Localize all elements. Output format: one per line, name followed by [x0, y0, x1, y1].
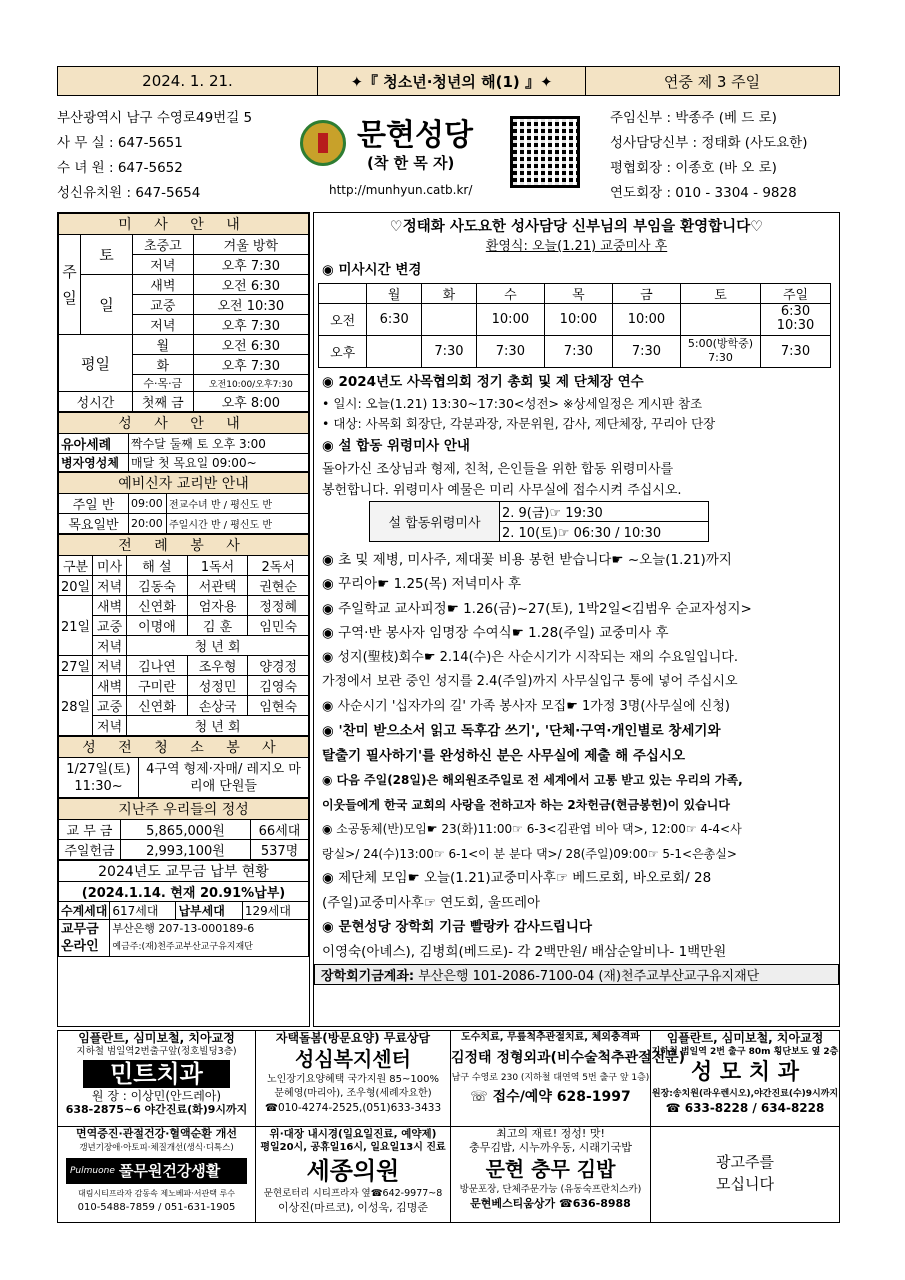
cell: 김동숙	[127, 576, 188, 596]
contact-info	[57, 106, 252, 206]
cell: 임민숙	[248, 616, 309, 636]
cell: 1독서	[187, 556, 248, 576]
cell: 10:00	[476, 303, 544, 335]
offering-summary	[58, 798, 309, 860]
meeting-target: • 대상: 사목회 회장단, 각분과장, 자문위원, 감사, 제단체장, 꾸리아 단장	[322, 416, 716, 431]
cell: 미사	[93, 556, 127, 576]
cell: 겨울 방학	[193, 235, 308, 255]
cell: 양경정	[248, 656, 309, 676]
cell: 월	[367, 283, 422, 303]
cell: 화	[422, 283, 477, 303]
cell: 129세대	[242, 902, 308, 920]
cell: 주일시간 반 / 평신도 반	[167, 514, 309, 534]
parish-subtitle: (착 한 목 자)	[367, 154, 455, 172]
ad-line: 대림시티프라자 감동속 제노베파·서관택 루수	[77, 1189, 235, 1198]
cell: 저녁	[133, 255, 194, 275]
kinder-phone: 성신유치원 : 647-5654	[57, 185, 201, 201]
cell: 짝수달 둘째 토 오후 3:00	[129, 434, 309, 454]
cell: 09:00	[129, 494, 167, 514]
cell: 권현순	[248, 576, 309, 596]
notice-stations: ◉ 사순시기 '십자가의 길' 가족 봉사자 모집☛ 1가정 3명(사무실에 신청)	[322, 698, 730, 714]
qr-code-icon[interactable]	[510, 116, 580, 188]
notice-reading-2: 탈출기 필사하기'를 완성하신 분은 사무실에 제출 해 주십시오	[322, 747, 686, 764]
ad-line: 지하철 범일역2번출구앞(정호빌딩3층)	[76, 1046, 237, 1057]
cell: 새벽	[133, 275, 194, 295]
yeondo-president: 연도회장 : 010 - 3304 - 9828	[610, 185, 797, 201]
notice-curia: ◉ 꾸리아☛ 1.25(목) 저녁미사 후	[322, 576, 522, 592]
ad-title: 세종의원	[306, 1157, 400, 1185]
cell: 토	[681, 283, 761, 303]
issue-date: 2024. 1. 21.	[58, 67, 318, 95]
cell: 전교수녀 반 / 평신도 반	[167, 494, 309, 514]
cell: 조우형	[187, 656, 248, 676]
cell: 청 년 회	[127, 636, 309, 656]
ad-title: 김정태 정형외과(비수술척추관절전문)	[451, 1050, 686, 1066]
ad-line: ☎010-4274-2525,(051)633-3433	[264, 1102, 442, 1114]
ad-seongsim-welfare[interactable]	[256, 1031, 451, 1127]
memorial-text1: 돌아가신 조상님과 형제, 친척, 은인들을 위한 합동 위령미사를	[322, 461, 674, 477]
cell: 유아세례	[59, 434, 129, 454]
cell: 구미란	[127, 676, 188, 696]
cell: 저녁	[93, 576, 127, 596]
cell: 평일	[59, 335, 133, 392]
ad-line: 충무김밥, 시누까우동, 시래기국밥	[469, 1141, 632, 1154]
notice-groups-1: ◉ 제단체 모임☛ 오늘(1.21)교중미사후☞ 베드로회, 바오로회/ 28	[322, 870, 712, 886]
cell: 4구역 형제·자매/ 레지오 마리애 단원들	[139, 758, 309, 798]
account-holder: 예금주:(재)천주교부산교구유지재단	[112, 942, 253, 952]
cell: 617세대	[110, 902, 176, 920]
memorial-title: ◉ 설 합동 위령미사 안내	[322, 438, 470, 454]
notice-palm-2: 가정에서 보관 중인 성지를 2.4(주일)까지 사무실입구 통에 넣어 주십시오	[322, 674, 738, 689]
ad-mint-dental[interactable]	[58, 1031, 256, 1127]
ad-line: 010-5488-7859 / 051-631-1905	[77, 1202, 236, 1213]
notice-scholarship: ◉ 문현성당 장학회 기금 빨랑카 감사드립니다	[322, 919, 593, 935]
ad-line: 노인장기요양혜택 국가지원 85~100%	[267, 1074, 439, 1085]
cell: 신연화	[127, 596, 188, 616]
ad-vacancy	[651, 1127, 839, 1222]
pastor: 주임신부 : 박종주 (베 드 로)	[610, 110, 777, 126]
office-phone: 사 무 실 : 647-5651	[57, 135, 183, 151]
ad-line: 자택돌봄(방문요양) 무료상담	[275, 1031, 431, 1045]
cell: 저녁	[93, 656, 127, 676]
cell: 성정민	[187, 676, 248, 696]
notice-community-1: ◉ 소공동체(반)모임☛ 23(화)11:00☞ 6-3<김관엽 비아 댁>, 12:00☞ 4-4<사	[322, 822, 742, 836]
cell: 5,865,000원	[121, 820, 251, 840]
section-title: 전 례 봉 사	[59, 535, 309, 556]
fund-value: 부산은행 101-2086-7100-04 (재)천주교부산교구유지재단	[418, 969, 760, 984]
cell: 21일	[59, 596, 93, 656]
cell: 66세대	[251, 820, 309, 840]
cell	[319, 283, 367, 303]
fund-label: 장학회기금계좌:	[321, 969, 415, 984]
ad-line: 면역증진·관절건강·혈액순환 개선	[76, 1127, 237, 1140]
ad-pulmuone[interactable]	[58, 1127, 256, 1222]
ad-title: 문현 충무 김밥	[485, 1157, 616, 1181]
ad-chungmu-gimbap[interactable]	[451, 1127, 651, 1222]
ad-line: 방문포장, 단체주문가능 (유동숙프란치스카)	[459, 1184, 642, 1195]
ad-line: ☏ 접수/예약 628-1997	[470, 1089, 631, 1105]
cell: 교중	[93, 616, 127, 636]
cell: 10:00	[544, 303, 612, 335]
cell: 새벽	[93, 676, 127, 696]
cell: 수·목·금	[133, 375, 194, 392]
welcome-banner: ♡정태화 사도요한 성사담당 신부님의 부임을 환영합니다♡	[389, 219, 764, 235]
header	[57, 100, 840, 205]
catechumen-class	[58, 472, 309, 534]
welcome-sub: 환영식: 오늘(1.21) 교중미사 후	[485, 239, 668, 254]
ad-line: ☎ 633-8228 / 634-8228	[665, 1101, 825, 1115]
convent-phone: 수 녀 원 : 647-5652	[57, 160, 183, 176]
ad-line: 위·대장 내시경(일요일진료, 예약제)	[269, 1128, 437, 1140]
cell: 손상국	[187, 696, 248, 716]
ad-line: 지하철 범일역 2번 출구 80m 횡단보도 옆 2층	[651, 1047, 839, 1057]
memorial-text2: 봉헌합니다. 위령미사 예물은 미리 사무실에 접수시켜 주십시오.	[322, 482, 682, 498]
cell: 월	[133, 335, 194, 355]
notice-groups-2: (주일)교중미사후☞ 연도회, 울뜨레아	[322, 894, 541, 911]
ad-line: 도수치료, 무릎척추관절치료, 체외충격파	[461, 1032, 640, 1043]
sacrament-info	[58, 412, 309, 472]
cell: 성시간	[59, 392, 133, 412]
cell: 오전 6:30	[193, 275, 308, 295]
ad-line: 임플란트, 심미보철, 치아교정	[666, 1031, 824, 1045]
section-title: 성 사 안 내	[59, 413, 309, 434]
ad-line: 원 장 : 이상민(안드레아)	[91, 1089, 222, 1103]
cell: 교무금 온라인	[59, 920, 110, 957]
ad-line: 이상진(마르코), 이성욱, 김명준	[277, 1201, 429, 1214]
notice-appointment: ◉ 구역·반 봉사자 임명장 수여식☛ 1.28(주일) 교중미사 후	[322, 625, 669, 641]
cell: 오전 10:30	[193, 295, 308, 315]
council-president: 평협회장 : 이종호 (바 오 로)	[610, 160, 777, 176]
cell: 김영숙	[248, 676, 309, 696]
parish-name: 문현성당	[357, 118, 473, 153]
cell: 청 년 회	[127, 716, 309, 736]
cell: 서관택	[187, 576, 248, 596]
cell: 2,993,100원	[121, 840, 251, 860]
cell: 오후 7:30	[193, 355, 308, 375]
cell: 납부세대	[176, 902, 242, 920]
issue-theme: ✦『 청소년·청년의 해(1) 』✦	[318, 67, 586, 95]
cell: 오후	[319, 335, 367, 367]
cell: 첫째 금	[133, 392, 194, 412]
cell: 7:30	[476, 335, 544, 367]
address: 부산광역시 남구 수영로49번길 5	[57, 110, 253, 126]
meeting-time: • 일시: 오늘(1.21) 13:30~17:30<성전> ※상세일정은 게시판 참조	[322, 396, 703, 411]
cell: 7:30	[761, 335, 831, 367]
cell: 2. 9(금)☞ 19:30	[500, 501, 709, 521]
cell: 구분	[59, 556, 93, 576]
cell: 오전	[319, 303, 367, 335]
ad-line: 평일20시, 공휴일16시, 일요일13시 진료	[260, 1142, 446, 1153]
cell: 2독서	[248, 556, 309, 576]
assistant-priest: 성사담당신부 : 정태화 (사도요한)	[610, 135, 808, 151]
top-bar	[57, 66, 840, 96]
cell: 정정혜	[248, 596, 309, 616]
ad-title: 성 모 치 과	[691, 1060, 799, 1085]
cell: 오전 6:30	[193, 335, 308, 355]
cell: 신연화	[127, 696, 188, 716]
ad-line: 임플란트, 심미보철, 치아교정	[78, 1031, 235, 1045]
cell: 금	[612, 283, 680, 303]
cell: 이명애	[127, 616, 188, 636]
section-title: 지난주 우리들의 정성	[59, 799, 309, 820]
cell: 5:00(방학중) 7:30	[681, 335, 761, 367]
cell: 오전10:00/오후7:30	[193, 375, 308, 392]
cell: 7:30	[612, 335, 680, 367]
ad-line: 모십니다	[716, 1175, 774, 1193]
section-title: 2024년도 교무금 납부 현황	[59, 861, 309, 882]
left-column	[57, 212, 310, 1027]
cell: 20:00	[129, 514, 167, 534]
section-title: 예비신자 교리반 안내	[59, 473, 309, 494]
notice-candles: ◉ 초 및 제병, 미사주, 제대꽃 비용 봉헌 받습니다☛ ~오늘(1.21)까지	[322, 551, 732, 568]
ad-seongmo-dental[interactable]	[651, 1031, 839, 1127]
mass-schedule: 미 사 안 내 주 일 토 초중고 겨울 방학 저녁 오후 7:30 일 새벽 오전 6:30 교중 오전 10:30 저녁 오후 7:30 평일 월 오전 6:30 화 오후 7:30 수·목·금 오전10:00/오후7:30 성시간 첫째 금 오후 8:00	[58, 213, 309, 412]
cell: 10:00	[612, 303, 680, 335]
cell: 목	[544, 283, 612, 303]
ad-line: 최고의 재료! 정성! 맛!	[496, 1127, 605, 1140]
cell: 교중	[133, 295, 194, 315]
ad-section	[57, 1030, 840, 1223]
staff-info	[610, 106, 808, 206]
cell: 주일헌금	[59, 840, 121, 860]
notice-palm-1: ◉ 성지(聖枝)회수☛ 2.14(수)은 사순시기가 시작되는 재의 수요일입니다.	[322, 649, 738, 665]
ad-line: 문현베스티움상가 ☎636-8988	[470, 1197, 631, 1210]
cell: 병자영성체	[59, 454, 129, 472]
cell: 오후 7:30	[193, 255, 308, 275]
cell: 27일	[59, 656, 93, 676]
ad-line: 문혜영(마리아), 조우형(세례자요한)	[274, 1088, 432, 1099]
cleaning-service	[58, 736, 309, 798]
cell: 1/27일(토) 11:30~	[59, 758, 139, 798]
memorial-times	[369, 501, 709, 542]
liturgy-service	[58, 534, 309, 736]
cell: 김 훈	[187, 616, 248, 636]
meeting-title: ◉ 2024년도 사목협의회 정기 총회 및 제 단체장 연수	[322, 373, 644, 390]
notice-overseas-2: 이웃들에게 한국 교회의 사랑을 전하고자 하는 2차헌금(현금봉헌)이 있습니다	[322, 797, 730, 812]
cell: 저녁	[93, 716, 127, 736]
fund-account	[314, 964, 839, 985]
mass-change-title: ◉ 미사시간 변경	[322, 262, 422, 278]
cell: 엄자용	[187, 596, 248, 616]
ad-title: 풀무원건강생활	[118, 1162, 221, 1180]
notice-reading-1: ◉ '찬미 받으소서 읽고 독후감 쓰기', '단체·구역·개인별로 창세기와	[322, 723, 721, 739]
cell: 목요일반	[59, 514, 129, 534]
parish-logo-icon	[300, 120, 346, 166]
ad-title: 민트치과	[83, 1060, 230, 1088]
cell: 김나연	[127, 656, 188, 676]
cell: 매달 첫 목요일 09:00~	[129, 454, 309, 472]
cell: 화	[133, 355, 194, 375]
cell: 설 합동위령미사	[370, 501, 500, 541]
ad-line: 남구 수영로 230 (지하철 대연역 5번 출구 앞 1층)	[451, 1073, 650, 1083]
cell: 임현숙	[248, 696, 309, 716]
ad-line: 문현로터리 시티프라자 옆☎642-9977~8	[263, 1188, 443, 1199]
liturgical-week: 연중 제 3 주일	[663, 72, 761, 91]
ad-line: 갱년기장애·아토피·체질개선(생식·디톡스)	[79, 1143, 234, 1153]
section-title: 미 사 안 내	[59, 214, 309, 235]
cell: 수계세대	[59, 902, 110, 920]
cell: 새벽	[93, 596, 127, 616]
cell: 2. 10(토)☞ 06:30 / 10:30	[500, 521, 709, 541]
ad-line: 638-2875~6 야간진료(화)9시까지	[65, 1103, 248, 1116]
ad-line: 광고주를	[716, 1153, 774, 1171]
cell: 주일 반	[59, 494, 129, 514]
cell	[681, 303, 761, 335]
section-title: 성 전 청 소 봉 사	[59, 737, 309, 758]
notice-teacher-retreat: ◉ 주일학교 교사피정☛ 1.26(금)~27(토), 1박2일<김범우 순교자성지>	[322, 600, 752, 617]
cell: 초중고	[133, 235, 194, 255]
cell: 주일	[761, 283, 831, 303]
bank-account: 부산은행 207-13-000189-6	[112, 922, 255, 935]
cell: 교 무 금	[59, 820, 121, 840]
dues-status	[58, 860, 309, 957]
notice-overseas-1: ◉ 다음 주일(28일)은 해외원조주일로 전 세계에서 고통 받고 있는 우리의 가족,	[322, 773, 743, 787]
ad-line: 원장:송치원(라우렌시오),야간진료(수)9시까지	[651, 1089, 839, 1099]
notice-community-2: 랑실>/ 24(수)13:00☞ 6-1<이 분 분다 댁>/ 28(주일)09:00☞ 5-1<은총실>	[322, 846, 737, 861]
notice-donors: 이영숙(아녜스), 김병희(베드로)- 각 2백만원/ 배삼순알비나- 1백만원	[322, 943, 727, 960]
cell: 7:30	[422, 335, 477, 367]
cell: 오후 7:30	[193, 315, 308, 335]
pulmuone-logo: Pulmuone	[70, 1166, 115, 1176]
cell: 저녁	[93, 636, 127, 656]
ad-title: 성심복지센터	[295, 1047, 411, 1071]
cell: 수	[476, 283, 544, 303]
cell	[367, 335, 422, 367]
cell: 교중	[93, 696, 127, 716]
notice-column	[313, 212, 840, 1027]
cell: 6:30 10:30	[761, 303, 831, 335]
cell: (2024.1.14. 현재 20.91%납부)	[59, 882, 309, 902]
cell: 20일	[59, 576, 93, 596]
ad-sejong-clinic[interactable]	[256, 1127, 451, 1222]
parish-url[interactable]: http://munhyun.catb.kr/	[329, 183, 473, 197]
cell: 6:30	[367, 303, 422, 335]
ad-kim-orthopedics[interactable]	[451, 1031, 686, 1127]
cell	[422, 303, 477, 335]
cell: 537명	[251, 840, 309, 860]
cell: 7:30	[544, 335, 612, 367]
cell: 오후 8:00	[193, 392, 308, 412]
cell: 해 설	[127, 556, 188, 576]
ad-logo-bar	[66, 1158, 247, 1184]
cell: 저녁	[133, 315, 194, 335]
mass-change-table	[318, 283, 831, 368]
cell: 28일	[59, 676, 93, 736]
